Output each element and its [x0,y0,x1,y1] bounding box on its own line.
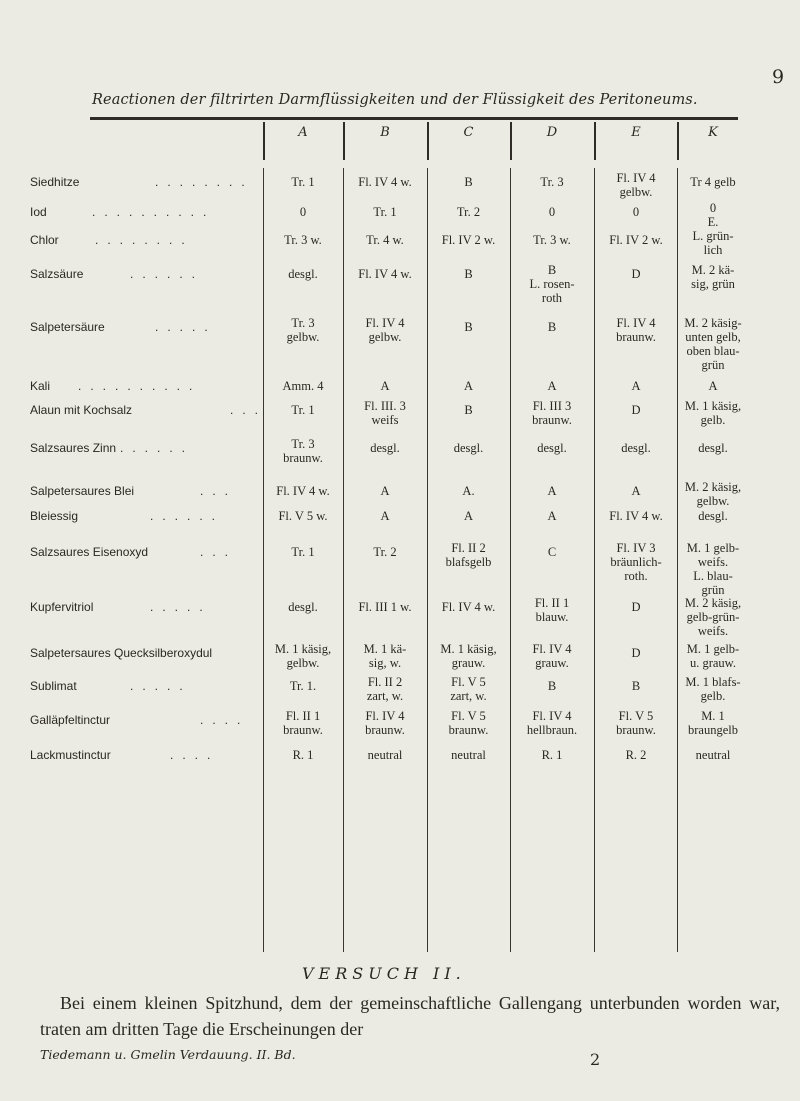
table-cell: L. grün- lich [692,229,734,257]
table-cell: Tr. 3 braunw. [283,437,323,465]
table-cell: M. 2 käsig- unten gelb, oben blau- grün [684,316,742,372]
row-label: Salzsaures Eisenoxyd [30,545,149,559]
column-header: A [298,125,308,140]
row-label: Chlor [30,233,59,247]
table-cell: Fl. IV 4 grauw. [532,642,572,670]
table-cell: Tr. 3 w. [533,233,571,247]
table-cell: Tr. 1 [291,403,315,417]
table-cell: D [631,600,641,614]
table-cell: Fl. V 5 w. [278,509,328,523]
leader-dots: ...... [120,441,195,455]
table-cell: Fl. IV 2 w. [441,233,496,247]
page-number: 9 [772,66,785,88]
table-cell: B [464,403,473,417]
table-cell: M. 1 blafs- gelb. [685,675,741,703]
table-cell: Fl. V 5 braunw. [616,709,656,737]
table-cell: Fl. IV 4 gelbw. [365,316,405,344]
table-cell: M. 2 kä- sig, grün [691,263,735,291]
table-cell: A [380,509,390,523]
table-cell: M. 1 käsig, grauw. [440,642,497,670]
leader-dots: ... [200,484,238,498]
table-cell: Fl. III. 3 weifs [364,399,406,427]
table-cell: A [708,379,718,393]
row-label: Salpetersäure [30,320,105,334]
leader-dots: ...... [130,267,205,281]
table-cell: desgl. [288,600,318,614]
table-cell: Tr. 2 [373,545,397,559]
table-cell: Tr. 1 [291,175,315,189]
table-cell: Tr. 2 [456,205,481,219]
table-cell: desgl. [288,267,318,281]
row-label: Bleiessig [30,509,79,523]
row-label: Sublimat [30,679,77,693]
leader-dots: .......... [92,205,216,219]
table-cell: B L. rosen- roth [529,263,575,305]
row-label: Iod [30,205,47,219]
row-label: Alaun mit Kochsalz [30,403,133,417]
table-cell: R. 2 [625,748,647,762]
table-cell: Fl. IV 4 w. [358,267,412,281]
row-label: Siedhitze [30,175,80,189]
table-cell: M. 1 braungelb [688,709,738,737]
row-label: Kali [30,379,51,393]
table-cell: D [631,646,641,660]
table-cell: M. 2 käsig, gelbw. [684,480,742,508]
body-paragraph: Bei einem kleinen Spitzhund, dem der gemeinschaftliche Gallengang unterbunden worden war, traten am dritten Tage die Erscheinungen der [40,993,780,1039]
table-cell: A [547,484,557,498]
table-cell: neutral [367,748,403,762]
table-cell: B [547,679,557,693]
table-cell: M. 2 käsig, gelb-grün- weifs. [684,596,742,638]
table-cell: desgl. [537,441,567,455]
row-label: Lackmustinctur [30,748,111,762]
table-cell: Fl. IV 4 w. [358,175,412,189]
table-cell: B [464,320,473,334]
leader-dots: ........ [95,233,194,247]
table-cell: Tr. 3 gelbw. [286,316,320,344]
table-heading: Reactionen der filtrirten Darmflüssigkeiten und der Flüssigkeit des Peritoneums. [92,92,698,108]
table-cell: M. 1 gelb- u. grauw. [686,642,740,670]
table-cell: 0 [548,205,556,219]
table-cell: Fl. III 1 w. [358,600,412,614]
table-cell: desgl. [698,441,728,455]
table-cell: Fl. IV 4 w. [441,600,496,614]
leader-dots: ..... [150,600,212,614]
row-label: Salzsäure [30,267,84,281]
table-cell: Fl. IV 2 w. [609,233,663,247]
table-cell: R. 1 [541,748,563,762]
leader-dots: ...... [150,509,225,523]
table-cell: Fl. II 2 blafsgelb [445,541,492,569]
table-cell: Tr. 3 [540,175,564,189]
table-cell: neutral [695,748,731,762]
table-cell: B [464,267,473,281]
leader-dots: ... [230,403,268,417]
column-header: B [380,125,390,140]
table-cell: Fl. IV 4 braunw. [616,316,656,344]
table-cell: A [547,379,557,393]
table-cell: 0 [299,205,307,219]
table-cell: Fl. IV 4 braunw. [365,709,405,737]
table-cell: Fl. V 5 braunw. [448,709,489,737]
table-cell: Fl. IV 4 w. [276,484,330,498]
signature-mark: 2 [590,1050,601,1069]
column-header: C [463,125,474,140]
table-cell: Tr. 1 [291,545,315,559]
table-cell: A [380,379,390,393]
table-cell: desgl. [698,509,728,523]
table-cell: Tr. 3 w. [284,233,322,247]
table-cell: A [631,484,641,498]
row-label: Salpetersaures Blei [30,484,135,498]
table-cell: neutral [451,748,486,762]
table-cell: A [631,379,641,393]
table-cell: D [631,267,641,281]
section-title: VERSUCH II. [302,964,466,983]
table-cell: Fl. II 1 braunw. [283,709,323,737]
table-cell: C [547,545,557,559]
table-cell: Amm. 4 [282,379,324,393]
table-cell: desgl. [453,441,484,455]
table-cell: D [631,403,641,417]
leader-dots: .... [200,713,250,727]
table-cell: Fl. IV 3 bräunlich- roth. [610,541,662,583]
column-header: K [708,125,718,140]
table-cell: Fl. V 5 zart, w. [450,675,487,703]
table-cell: Fl. II 2 zart, w. [366,675,404,703]
leader-dots: ..... [155,320,217,334]
leader-dots: ........ [155,175,254,189]
table-cell: A [380,484,390,498]
table-cell: M. 1 gelb- weifs. L. blau- grün [686,541,740,597]
table-cell: B [631,679,641,693]
table-cell: 0 [632,205,640,219]
row-label: Kupfervitriol [30,600,94,614]
heading-rule [90,117,738,120]
footer-citation: Tiedemann u. Gmelin Verdauung. II. Bd. [40,1047,296,1062]
table-cell: A [463,509,474,523]
table-cell: M. 1 kä- sig, w. [363,642,407,670]
table-cell: Fl. IV 4 w. [609,509,663,523]
leader-dots: ..... [130,679,192,693]
table-cell: Fl. II 1 blauw. [534,596,570,624]
table-cell: M. 1 käsig, gelb. [684,399,742,427]
column-rule [343,168,344,952]
table-cell: A [547,509,557,523]
table-cell: A. [462,484,475,498]
table-cell: Tr 4 gelb [690,175,736,189]
row-label: Galläpfeltinctur [30,713,111,727]
table-cell: desgl. [370,441,400,455]
leader-dots: .......... [78,379,202,393]
table-cell: B [464,175,473,189]
table-cell: R. 1 [292,748,314,762]
table-cell: 0 E. [707,201,719,229]
table-cell: Fl. IV 4 hellbraun. [526,709,578,737]
table-cell: desgl. [621,441,651,455]
column-header: E [631,125,641,140]
table-cell: Tr. 1. [289,679,317,693]
table-cell: Fl. III 3 braunw. [532,399,572,427]
column-header: D [546,125,558,140]
table-cell: Fl. IV 4 gelbw. [616,171,656,199]
leader-dots: .... [170,748,220,762]
row-label: Salpetersaures Quecksilberoxydul [30,646,213,660]
leader-dots: ... [200,545,238,559]
table-cell: A [463,379,474,393]
table-cell: B [547,320,557,334]
column-rule [263,168,264,952]
table-cell: Tr. 1 [373,205,397,219]
table-cell: M. 1 käsig, gelbw. [274,642,332,670]
table-cell: Tr. 4 w. [366,233,404,247]
row-label: Salzsaures Zinn [30,441,117,455]
